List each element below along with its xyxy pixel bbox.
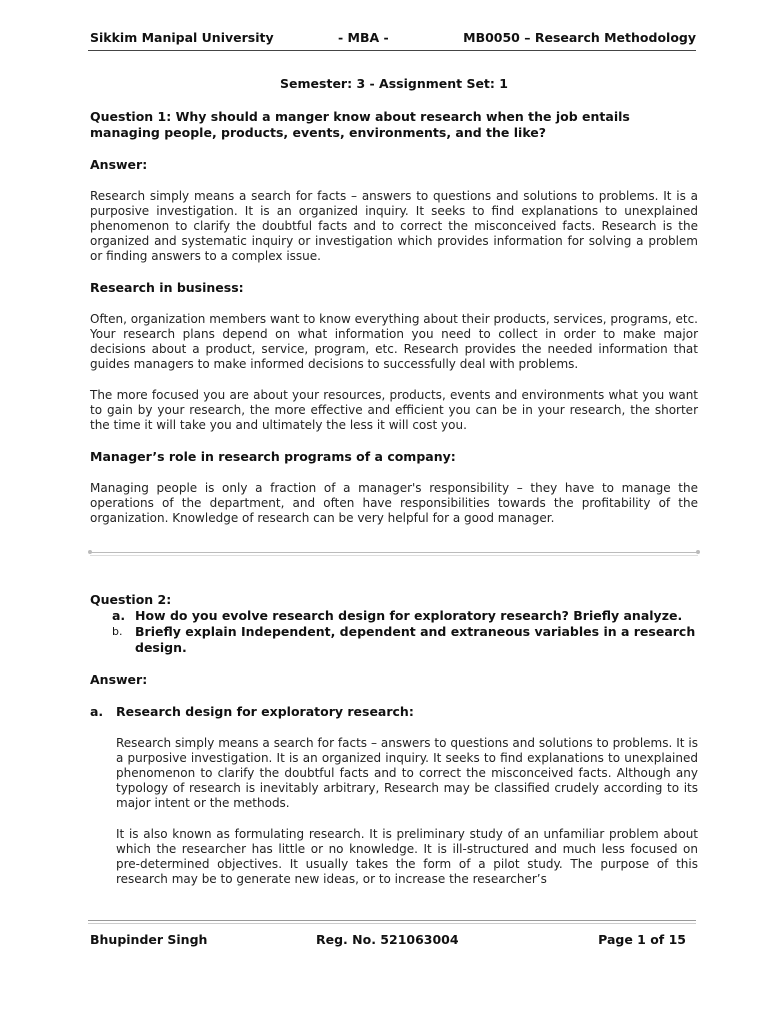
header-rule — [88, 50, 696, 51]
question-2-list — [90, 608, 698, 656]
question-2-label: Question 2: — [90, 592, 172, 607]
page-title: Semester: 3 - Assignment Set: 1 — [280, 76, 508, 91]
footer-reg-no: Reg. No. 521063004 — [316, 932, 459, 947]
subsection-body — [90, 736, 698, 887]
question-2-item-a — [90, 608, 698, 624]
header-program: - MBA - — [338, 30, 389, 45]
question-1: Question 1: Why should a manger know about research when the job entails managing people, products, events, environments, and the like? — [90, 109, 630, 140]
question-2-item-b — [90, 624, 698, 656]
section-research-in-business-p1: Often, organization members want to know everything about their products, services, programs, etc. Your research plans depend on what information you need to collect in order to make major decisions about a product, service, program, etc. Research provides the needed information that guides managers to make informed decisions to successfully deal with problems. — [90, 312, 698, 371]
section-research-in-business-p2: The more focused you are about your resources, products, events and environments what you want to gain by your research, the more effective and efficient you can be in your research, the shorter the time it will take you and ultimately the less it will cost you. — [90, 388, 698, 432]
section-managers-role-heading: Manager’s role in research programs of a company: — [90, 449, 456, 464]
subsection-exploratory-heading — [90, 704, 698, 720]
question-2-item-text: Briefly explain Independent, dependent and extraneous variables in a research design. — [135, 624, 696, 655]
subsection-paragraph-2: It is also known as formulating research. It is preliminary study of an unfamiliar problem about which the researcher has little or no knowledge. It is ill-structured and much less focused on pre-determined objectives. It usually takes the form of a pilot study. The purpose of this research may be to generate new ideas, or to increase the researcher’s — [116, 827, 698, 886]
page-header — [90, 30, 696, 48]
subsection-paragraph-1: Research simply means a search for facts – answers to questions and solutions to problems. It is a purposive investigation. It is an organized inquiry. It seeks to find explanations to unexplained phenomenon to clarify the doubtful facts and to correct the misconceived facts. Although any typology of research is inevitably arbitrary, Research may be classified crudely according to its major intent or the methods. — [116, 736, 698, 810]
page-content — [90, 76, 698, 903]
section-divider — [90, 552, 698, 556]
list-marker: a. — [90, 704, 104, 719]
answer-1-paragraph: Research simply means a search for facts – answers to questions and solutions to problems. It is a purposive investigation. It is an organized inquiry. It seeks to find explanations to unexplained phenomenon to clarify the doubtful facts and to correct the misconceived facts. Research is the organized and systematic inquiry or investigation which provides information for solving a problem or finding answers to a complex issue. — [90, 189, 698, 263]
footer-rule — [88, 920, 696, 924]
list-marker: a. — [112, 608, 126, 623]
footer-author: Bhupinder Singh — [90, 932, 208, 947]
answer-1-label: Answer: — [90, 157, 148, 172]
header-university: Sikkim Manipal University — [90, 30, 274, 45]
list-marker: b. — [112, 625, 123, 638]
section-research-in-business-heading: Research in business: — [90, 280, 244, 295]
subsection-heading-text: Research design for exploratory research: — [116, 704, 414, 719]
footer-page-number: Page 1 of 15 — [598, 932, 686, 947]
question-2-item-text: How do you evolve research design for exploratory research? Briefly analyze. — [135, 608, 683, 623]
header-course: MB0050 – Research Methodology — [463, 30, 696, 45]
answer-2-label: Answer: — [90, 672, 148, 687]
page-footer — [90, 932, 696, 950]
section-managers-role-p1: Managing people is only a fraction of a manager's responsibility – they have to manage the operations of the department, and often have responsibilities towards the profitability of the organization. Knowledge of research can be very helpful for a good manager. — [90, 481, 698, 525]
